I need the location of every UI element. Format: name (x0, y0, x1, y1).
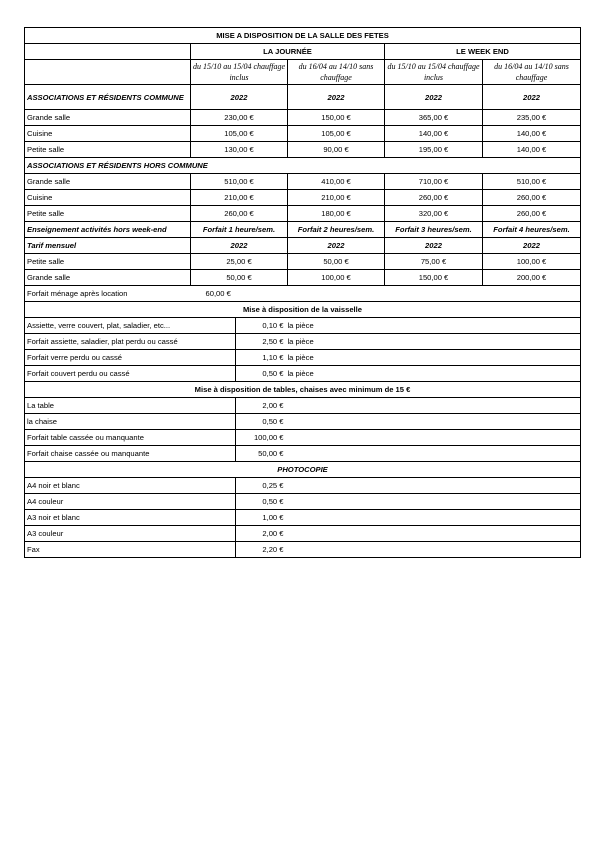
row-label: Cuisine (25, 190, 191, 206)
table-row (25, 174, 581, 190)
table-row (25, 142, 581, 158)
item-label: La table (25, 398, 236, 414)
row-label: Petite salle (25, 142, 191, 158)
item-label: Fax (25, 542, 236, 558)
table-row (25, 126, 581, 142)
item-price: 0,25 € (236, 478, 286, 494)
empty-cell (25, 60, 191, 85)
empty-cell (286, 510, 581, 526)
price-cell: 710,00 € (385, 174, 483, 190)
section-header-tables: Mise à disposition de tables, chaises avec minimum de 15 € (25, 382, 581, 398)
item-label: la chaise (25, 414, 236, 430)
forfait-cell: Forfait 4 heures/sem. (483, 222, 581, 238)
row-label: Petite salle (25, 206, 191, 222)
row-label: Grande salle (25, 174, 191, 190)
year-cell: 2022 (191, 85, 288, 110)
vaisselle-header-row (25, 302, 581, 318)
period-header: du 15/10 au 15/04 chauffage inclus (385, 60, 483, 85)
price-cell: 200,00 € (483, 270, 581, 286)
tariff-document (24, 27, 580, 558)
year-cell: 2022 (483, 85, 581, 110)
price-cell: 410,00 € (288, 174, 385, 190)
list-item (25, 366, 581, 382)
item-price: 0,10 € (236, 318, 286, 334)
row-label: Cuisine (25, 126, 191, 142)
section-header-commune: ASSOCIATIONS ET RÉSIDENTS COMMUNE (25, 85, 191, 110)
table-row (25, 190, 581, 206)
item-price: 1,00 € (236, 510, 286, 526)
year-cell: 2022 (385, 238, 483, 254)
list-item (25, 398, 581, 414)
list-item (25, 446, 581, 462)
year-cell: 2022 (288, 85, 385, 110)
photocopie-header-row (25, 462, 581, 478)
item-label: Forfait chaise cassée ou manquante (25, 446, 236, 462)
menage-value: 60,00 € (191, 286, 581, 302)
price-cell: 365,00 € (385, 110, 483, 126)
price-cell: 210,00 € (191, 190, 288, 206)
item-unit: la pièce (286, 318, 581, 334)
year-cell: 2022 (191, 238, 288, 254)
enseignement-label: Enseignement activités hors week-end (25, 222, 191, 238)
item-label: A3 noir et blanc (25, 510, 236, 526)
price-cell: 235,00 € (483, 110, 581, 126)
forfait-cell: Forfait 3 heures/sem. (385, 222, 483, 238)
period-header: du 15/10 au 15/04 chauffage inclus (191, 60, 288, 85)
period-header: du 16/04 au 14/10 sans chauffage (483, 60, 581, 85)
item-price: 2,20 € (236, 542, 286, 558)
item-label: Forfait assiette, saladier, plat perdu ou cassé (25, 334, 236, 350)
year-cell: 2022 (288, 238, 385, 254)
item-price: 0,50 € (236, 494, 286, 510)
menage-label: Forfait ménage après location (25, 286, 191, 302)
list-item (25, 350, 581, 366)
empty-cell (286, 414, 581, 430)
price-cell: 105,00 € (191, 126, 288, 142)
table-row (25, 254, 581, 270)
price-cell: 195,00 € (385, 142, 483, 158)
empty-cell (286, 430, 581, 446)
list-item (25, 430, 581, 446)
price-cell: 105,00 € (288, 126, 385, 142)
list-item (25, 494, 581, 510)
list-item (25, 334, 581, 350)
empty-cell (286, 446, 581, 462)
year-cell: 2022 (483, 238, 581, 254)
group-journee: LA JOURNÉE (191, 44, 385, 60)
price-cell: 130,00 € (191, 142, 288, 158)
item-price: 2,50 € (236, 334, 286, 350)
section-header-photocopie: PHOTOCOPIE (25, 462, 581, 478)
list-item (25, 542, 581, 558)
price-cell: 260,00 € (483, 190, 581, 206)
price-cell: 230,00 € (191, 110, 288, 126)
price-cell: 180,00 € (288, 206, 385, 222)
row-label: Grande salle (25, 270, 191, 286)
empty-cell (286, 398, 581, 414)
price-cell: 510,00 € (483, 174, 581, 190)
list-item (25, 510, 581, 526)
tables-header-row (25, 382, 581, 398)
price-cell: 140,00 € (483, 126, 581, 142)
period-row (25, 60, 581, 85)
price-cell: 140,00 € (483, 142, 581, 158)
list-item (25, 414, 581, 430)
commune-header-row (25, 85, 581, 110)
extras-table (24, 301, 581, 558)
forfait-cell: Forfait 1 heure/sem. (191, 222, 288, 238)
price-cell: 50,00 € (191, 270, 288, 286)
tarif-mensuel-label: Tarif mensuel (25, 238, 191, 254)
item-label: A4 noir et blanc (25, 478, 236, 494)
item-price: 50,00 € (236, 446, 286, 462)
item-price: 2,00 € (236, 398, 286, 414)
table-row (25, 206, 581, 222)
empty-cell (286, 542, 581, 558)
tarif-mensuel-row (25, 238, 581, 254)
empty-cell (286, 526, 581, 542)
item-unit: la pièce (286, 350, 581, 366)
table-row (25, 270, 581, 286)
price-cell: 510,00 € (191, 174, 288, 190)
item-price: 1,10 € (236, 350, 286, 366)
row-label: Petite salle (25, 254, 191, 270)
item-unit: la pièce (286, 366, 581, 382)
hors-commune-header-row (25, 158, 581, 174)
price-cell: 150,00 € (288, 110, 385, 126)
item-label: Assiette, verre couvert, plat, saladier, etc... (25, 318, 236, 334)
price-cell: 260,00 € (385, 190, 483, 206)
enseignement-row (25, 222, 581, 238)
item-label: Forfait couvert perdu ou cassé (25, 366, 236, 382)
section-header-vaisselle: Mise à disposition de la vaisselle (25, 302, 581, 318)
item-label: Forfait table cassée ou manquante (25, 430, 236, 446)
price-cell: 75,00 € (385, 254, 483, 270)
item-price: 100,00 € (236, 430, 286, 446)
title-row (25, 28, 581, 44)
list-item (25, 526, 581, 542)
price-cell: 260,00 € (191, 206, 288, 222)
item-price: 0,50 € (236, 366, 286, 382)
item-label: A3 couleur (25, 526, 236, 542)
price-cell: 100,00 € (483, 254, 581, 270)
page-title: MISE A DISPOSITION DE LA SALLE DES FETES (25, 28, 581, 44)
group-header-row (25, 44, 581, 60)
price-cell: 25,00 € (191, 254, 288, 270)
rental-rates-table (24, 27, 581, 302)
empty-cell (286, 478, 581, 494)
forfait-cell: Forfait 2 heures/sem. (288, 222, 385, 238)
list-item (25, 318, 581, 334)
item-unit: la pièce (286, 334, 581, 350)
list-item (25, 478, 581, 494)
group-weekend: LE WEEK END (385, 44, 581, 60)
price-cell: 90,00 € (288, 142, 385, 158)
item-label: A4 couleur (25, 494, 236, 510)
item-label: Forfait verre perdu ou cassé (25, 350, 236, 366)
table-row (25, 110, 581, 126)
price-cell: 140,00 € (385, 126, 483, 142)
year-cell: 2022 (385, 85, 483, 110)
period-header: du 16/04 au 14/10 sans chauffage (288, 60, 385, 85)
price-cell: 100,00 € (288, 270, 385, 286)
empty-cell (286, 494, 581, 510)
price-cell: 210,00 € (288, 190, 385, 206)
price-cell: 320,00 € (385, 206, 483, 222)
menage-row (25, 286, 581, 302)
item-price: 0,50 € (236, 414, 286, 430)
section-header-hors-commune: ASSOCIATIONS ET RÉSIDENTS HORS COMMUNE (25, 158, 581, 174)
row-label: Grande salle (25, 110, 191, 126)
price-cell: 50,00 € (288, 254, 385, 270)
item-price: 2,00 € (236, 526, 286, 542)
empty-cell (25, 44, 191, 60)
price-cell: 150,00 € (385, 270, 483, 286)
price-cell: 260,00 € (483, 206, 581, 222)
